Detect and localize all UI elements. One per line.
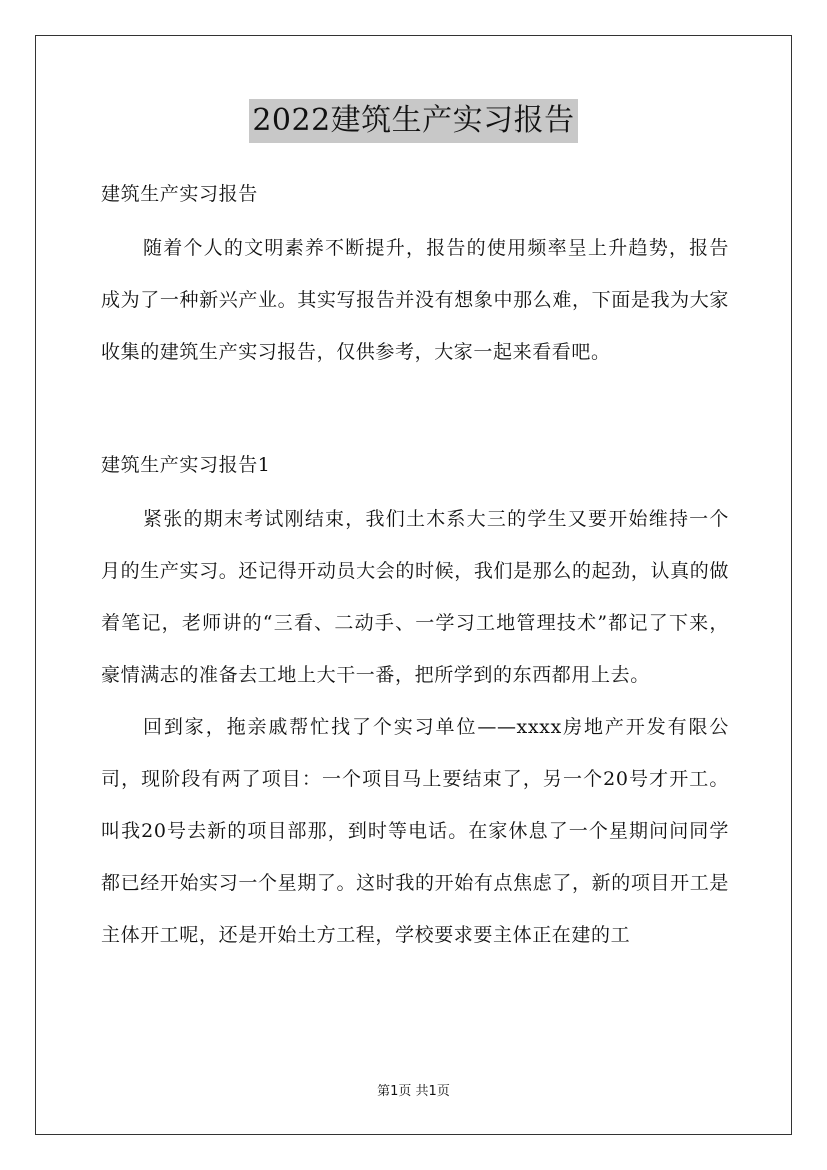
document-title: 2022建筑生产实习报告 [249,99,577,143]
section-heading: 建筑生产实习报告1 [101,454,271,476]
page-footer: 第1页 共1页 [377,1084,450,1099]
title-container [0,99,827,143]
body-paragraph-2: 回到家，拖亲戚帮忙找了个实习单位——xxxx房地产开发有限公司，现阶段有两了项目：一个项目马上要结束了，另一个20号才开工。叫我20号去新的项目部那，到时等电话。在家休息了一个星期问问同学都已经开始实习一个星期了。这时我的开始有点焦虑了，新的项目开工是主体开工呢，还是开始土方工程，学校要求要主体正在建的工 [101,716,729,946]
intro-section [101,222,729,378]
section-body [101,493,729,961]
document-subtitle: 建筑生产实习报告 [101,183,258,205]
body-paragraph-1: 紧张的期末考试刚结束，我们土木系大三的学生又要开始维持一个月的生产实习。还记得开动员大会的时候，我们是那么的起劲，认真的做着笔记，老师讲的“三看、二动手、一学习工地管理技术”都记了下来，豪情满志的准备去工地上大干一番，把所学到的东西都用上去。 [101,508,729,686]
intro-paragraph: 随着个人的文明素养不断提升，报告的使用频率呈上升趋势，报告成为了一种新兴产业。其实写报告并没有想象中那么难，下面是我为大家收集的建筑生产实习报告，仅供参考，大家一起来看看吧。 [101,237,729,363]
